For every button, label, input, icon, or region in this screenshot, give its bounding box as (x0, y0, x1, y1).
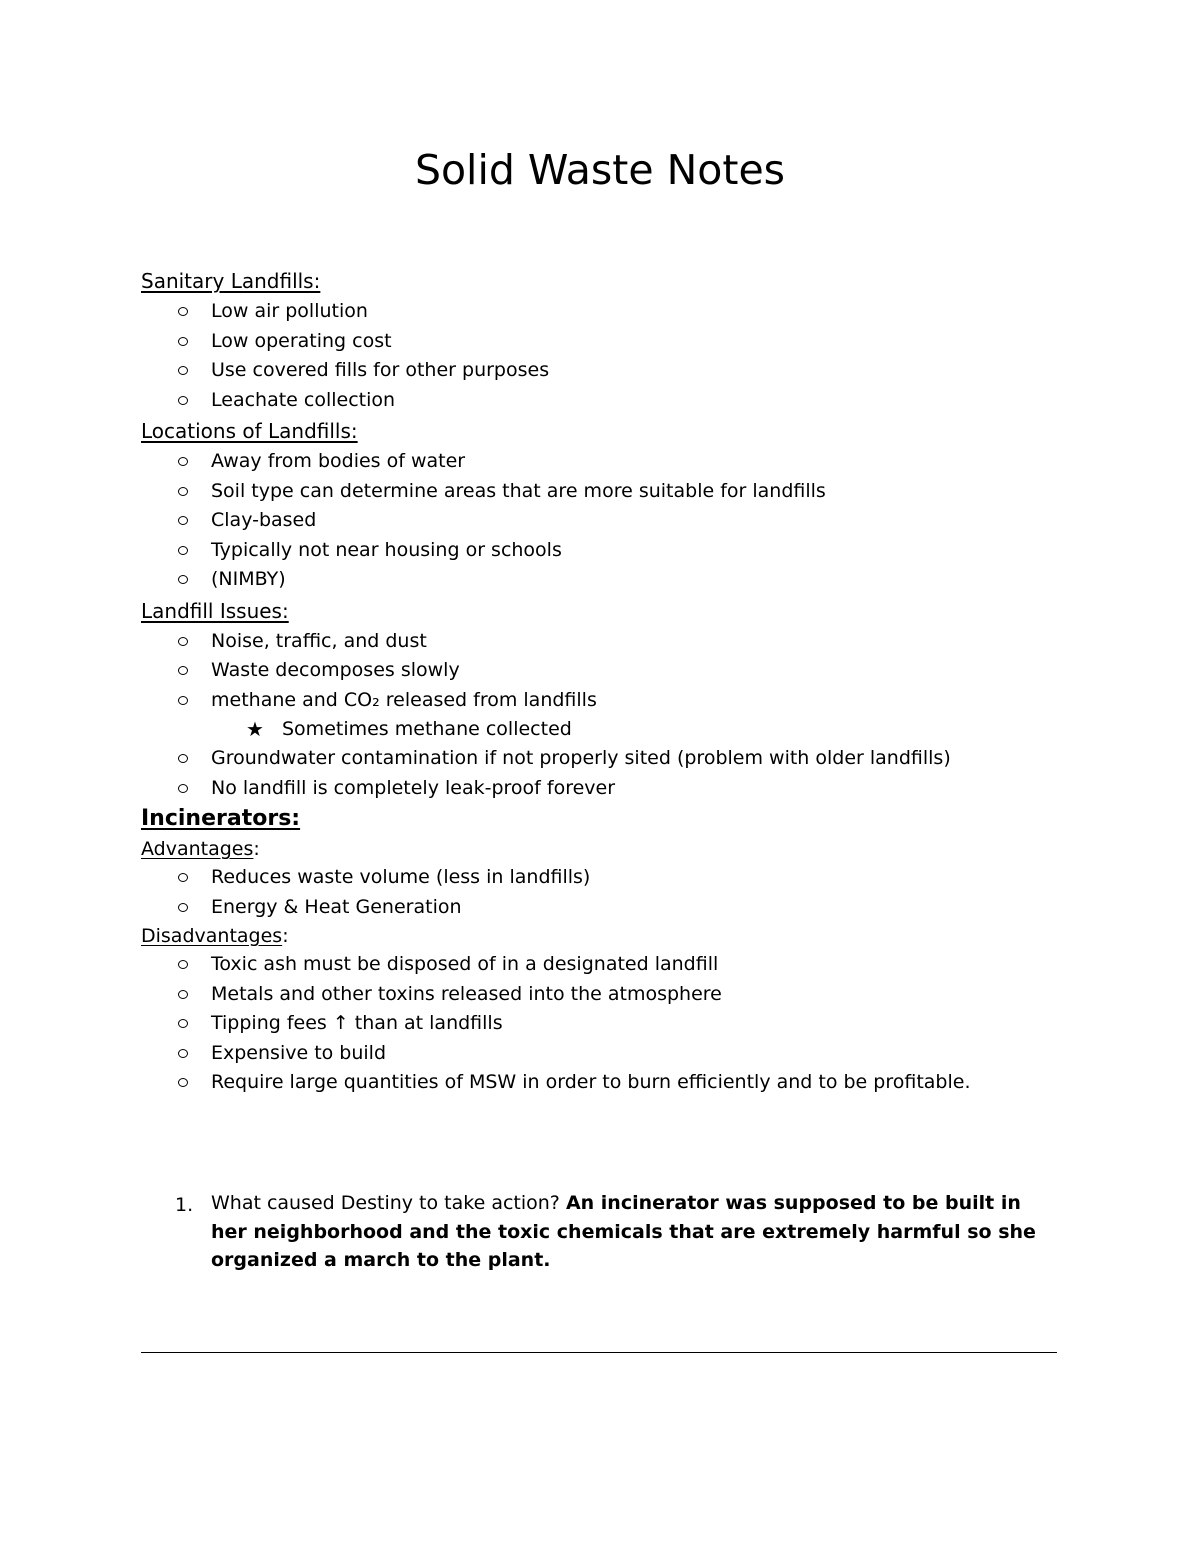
hollow-circle-icon (178, 903, 188, 912)
advantages-subheading: Advantages: (141, 838, 260, 860)
hollow-circle-icon (178, 1019, 188, 1028)
list-item: Energy & Heat Generation (141, 893, 1081, 923)
hollow-circle-icon (178, 487, 188, 496)
section-heading-landfill-issues: Landfill Issues: (141, 598, 289, 623)
list-item: Low operating cost (141, 327, 1081, 357)
list-item: Toxic ash must be disposed of in a designated landfill (141, 950, 1081, 980)
hollow-circle-icon (178, 784, 188, 793)
hollow-circle-icon (178, 666, 188, 675)
hollow-circle-icon (178, 873, 188, 882)
notes-content (141, 265, 1081, 1098)
list-item: Use covered fills for other purposes (141, 356, 1081, 386)
star-icon: ★ (246, 717, 264, 741)
list-item: Require large quantities of MSW in order to burn efficiently and to be profitable. (141, 1068, 1081, 1098)
hollow-circle-icon (178, 754, 188, 763)
question-answer: An incinerator was supposed to be built in her neighborhood and the toxic chemicals that are extremely harmful so she organized a march to the plant. (211, 1192, 1036, 1271)
list-item: (NIMBY) (141, 565, 1081, 595)
list-item: Tipping fees ↑ than at landfills (141, 1009, 1081, 1039)
list-item: Expensive to build (141, 1039, 1081, 1069)
landfill-issues-list-continued (141, 744, 1081, 803)
hollow-circle-icon (178, 575, 188, 584)
section-heading-locations-of-landfills: Locations of Landfills: (141, 419, 358, 443)
advantages-list (141, 863, 1081, 922)
hollow-circle-icon (178, 637, 188, 646)
list-item: Groundwater contamination if not properly sited (problem with older landfills) (141, 744, 1081, 774)
disadvantages-subheading: Disadvantages: (141, 925, 289, 947)
list-item: Leachate collection (141, 386, 1081, 416)
list-item: Soil type can determine areas that are more suitable for landfills (141, 477, 1081, 507)
landfill-issues-list (141, 627, 1081, 716)
section-heading-incinerators: Incinerators: (141, 806, 301, 831)
section-heading-sanitary-landfills: Sanitary Landfills: (141, 269, 321, 293)
list-item: Noise, traffic, and dust (141, 627, 1081, 657)
landfill-issues-sublist (141, 715, 1081, 744)
list-item: Reduces waste volume (less in landfills) (141, 863, 1081, 893)
list-item: Metals and other toxins released into the atmosphere (141, 980, 1081, 1010)
hollow-circle-icon (178, 990, 188, 999)
list-item: Away from bodies of water (141, 447, 1081, 477)
list-item: Waste decomposes slowly (141, 656, 1081, 686)
question-number: 1. (175, 1194, 194, 1216)
hollow-circle-icon (178, 366, 188, 375)
page-title: Solid Waste Notes (414, 146, 786, 194)
list-item: Clay-based (141, 506, 1081, 536)
list-item: methane and CO₂ released from landfills (141, 686, 1081, 716)
locations-list (141, 447, 1081, 595)
horizontal-rule (141, 1352, 1057, 1353)
list-item: Typically not near housing or schools (141, 536, 1081, 566)
sanitary-landfills-list (141, 297, 1081, 415)
hollow-circle-icon (178, 960, 188, 969)
hollow-circle-icon (178, 696, 188, 705)
question-block (211, 1189, 1041, 1275)
hollow-circle-icon (178, 396, 188, 405)
hollow-circle-icon (178, 1078, 188, 1087)
hollow-circle-icon (178, 546, 188, 555)
list-item: No landfill is completely leak-proof forever (141, 774, 1081, 804)
disadvantages-list (141, 950, 1081, 1098)
hollow-circle-icon (178, 307, 188, 316)
hollow-circle-icon (178, 457, 188, 466)
hollow-circle-icon (178, 516, 188, 525)
list-item: Low air pollution (141, 297, 1081, 327)
hollow-circle-icon (178, 1049, 188, 1058)
sub-list-item: ★ Sometimes methane collected (141, 715, 1081, 744)
hollow-circle-icon (178, 337, 188, 346)
question-prompt: What caused Destiny to take action? (211, 1192, 560, 1214)
